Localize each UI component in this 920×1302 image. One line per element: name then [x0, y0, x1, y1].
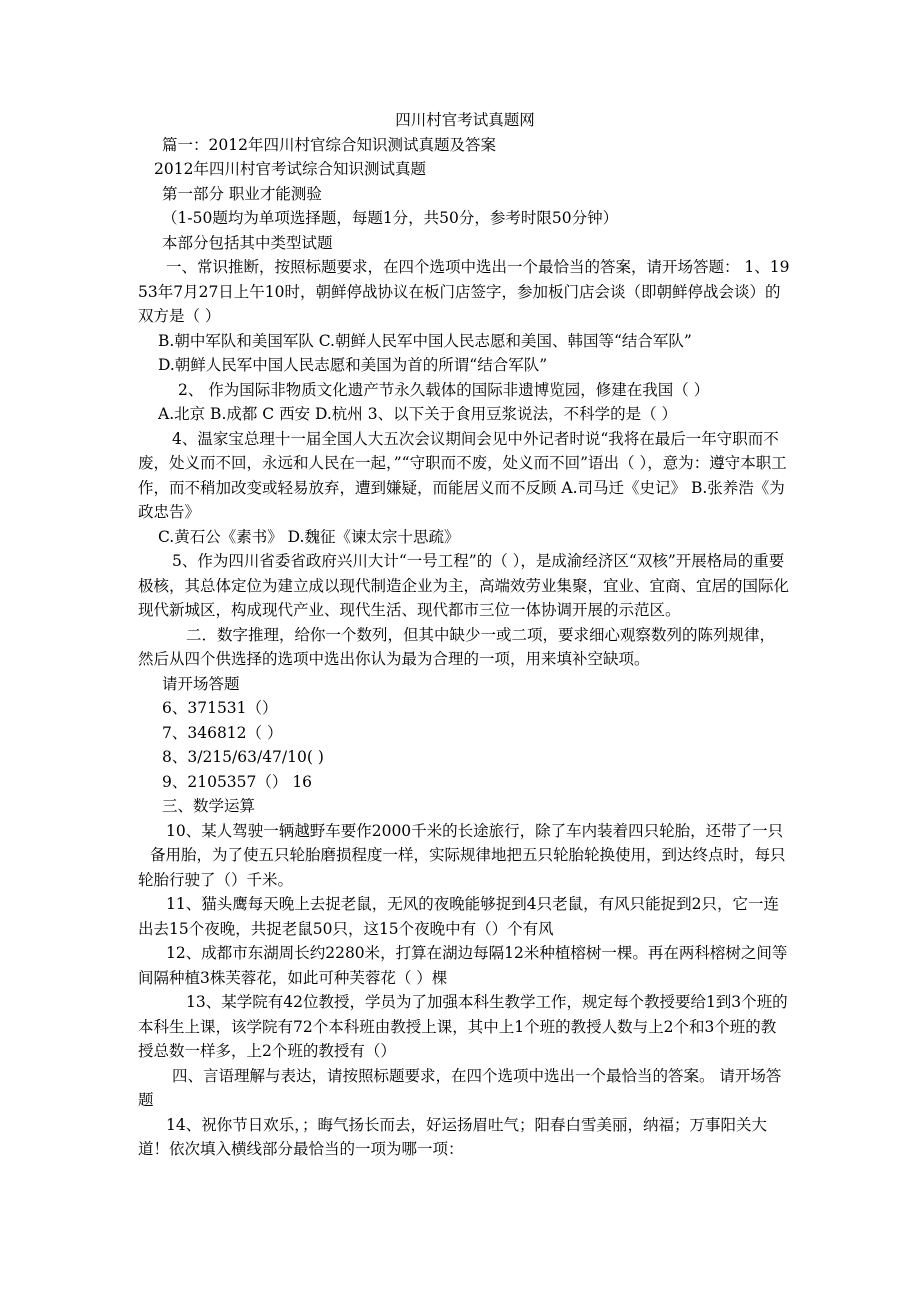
- question-12: 12、成都市东湖周长约2280米，打算在湖边每隔12米种植榕树一棵。再在两科榕树之间等间隔种植3株芙蓉花，如此可种芙蓉花（ ）棵: [138, 944, 788, 987]
- part-description: 本部分包括其中类型试题: [162, 233, 333, 252]
- document-page: [138, 108, 790, 1162]
- question-7: 7、346812（ ）: [162, 723, 283, 742]
- start-answering: 请开场答题: [162, 674, 240, 693]
- question-13: 13、某学院有42位教授，学员为了加强本科生教学工作，规定每个教授要给1到3个班的本科生上课，该学院有72个本科班由教授上课，其中上1个班的教授人数与上2个和3个班的教授总数一样多，上2个班的教授有（）: [138, 993, 788, 1060]
- question-6: 6、371531（）: [162, 699, 278, 717]
- section-heading: 篇一：2012年四川村官综合知识测试真题及答案: [162, 135, 496, 154]
- instructions: （1-50题均为单项选择题，每题1分，共50分，参考时限50分钟）: [162, 209, 619, 227]
- exam-title: 2012年四川村官考试综合知识测试真题: [154, 160, 426, 178]
- question-1-options-b-c: B.朝中军队和美国军队 C.朝鲜人民军中国人民志愿和美国、韩国等“结合军队”: [158, 331, 692, 350]
- question-4: 4、温家宝总理十一届全国人大五次会议期间会见中外记者时说“我将在最后一年守职而不废，处义而不回，永远和人民在一起，”“守职而不废，处义而不回”语出（ ），意为：遵守本职工作，而不稍加改变或轻易放弃，遭到嫌疑，而能居义而不反顾 A.司马迁《史记》 B.张养浩《为政忠告》: [138, 429, 787, 521]
- section-4-heading: 四、言语理解与表达，请按照标题要求，在四个选项中选出一个最恰当的答案。 请开场答题: [138, 1066, 782, 1109]
- question-5: 5、作为四川省委省政府兴川大计“一号工程”的（ ），是成渝经济区“双核”开展格局的重要极核，其总体定位为建立成以现代制造企业为主，高端效劳业集聚，宜业、宜商、宜居的国际化现代新城区，构成现代产业、现代生活、现代都市三位一体协调开展的示范区。: [138, 552, 790, 619]
- question-2: 2、 作为国际非物质文化遗产节永久载体的国际非遗博览园，修建在我国（ ）: [178, 380, 710, 399]
- section-3-heading: 三、数学运算: [162, 797, 256, 815]
- question-8: 8、3/215/63/47/10( ): [162, 748, 324, 766]
- question-1: 一、常识推断，按照标题要求，在四个选项中选出一个最恰当的答案，请开场答题： 1、1953年7月27日上午10时，朝鲜停战协议在板门店签字，参加板门店会谈（即朝鲜停战会谈）的双方是（ ）: [138, 258, 790, 325]
- question-10: 10、某人驾驶一辆越野车要作2000千米的长途旅行，除了车内装着四只轮胎，还带了一只: [166, 821, 784, 840]
- question-4-options: C.黄石公《素书》 D.魏征《谏太宗十思疏》: [158, 527, 460, 546]
- section-2-heading: 二．数字推理，给你一个数列，但其中缺少一或二项，要求细心观察数列的陈列规律，然后从四个供选择的选项中选出你认为最为合理的一项，用来填补空缺项。: [138, 625, 776, 668]
- part-heading: 第一部分 职业才能测验: [162, 184, 322, 203]
- question-10-continued: 备用胎，为了使五只轮胎磨损程度一样，实际规律地把五只轮胎轮换使用，到达终点时，每只轮胎行驶了（）千米。: [138, 846, 786, 889]
- question-9: 9、2105357（） 16: [162, 772, 313, 791]
- question-11: 11、猫头鹰每天晚上去捉老鼠，无风的夜晚能够捉到4只老鼠，有风只能捉到2只，它一连出去15个夜晚，共捉老鼠50只，这15个夜晚中有（）个有风: [138, 895, 779, 938]
- question-1-option-d: D.朝鲜人民军中国人民志愿和美国为首的所谓“结合军队”: [158, 356, 548, 374]
- question-2-options-question-3: A.北京 B.成都 C 西安 D.杭州 3、以下关于食用豆浆说法，不科学的是（ ）: [158, 405, 678, 423]
- document-title: 四川村官考试真题网: [395, 111, 535, 129]
- question-14: 14、祝你节日欢乐，；晦气扬长而去，好运扬眉吐气；阳春白雪美丽，纳福；万事阳关大道！依次填入横线部分最恰当的一项为哪一项：: [138, 1115, 767, 1158]
